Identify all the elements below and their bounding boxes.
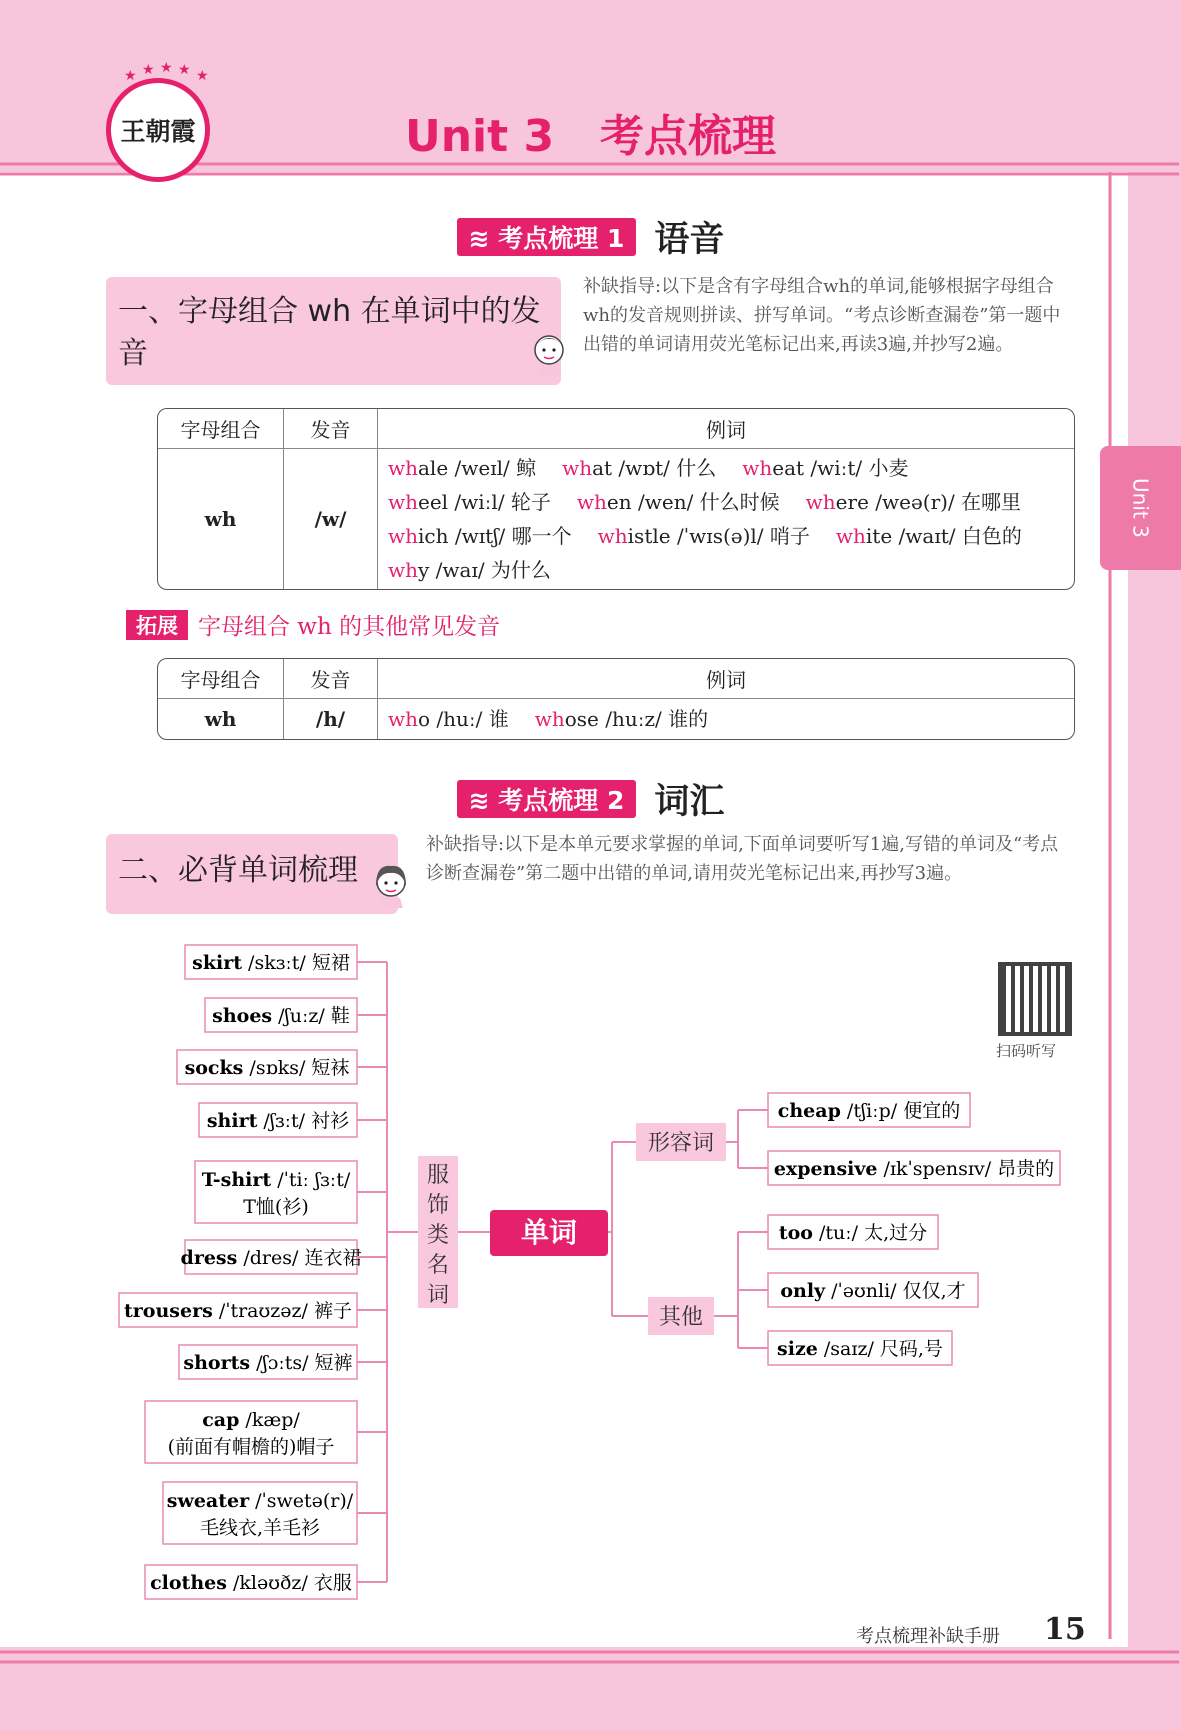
word-rest: o /huː/ 谁 [418, 707, 509, 731]
wh-highlight: wh [388, 456, 418, 480]
extension-title: 字母组合 wh 的其他常见发音 [198, 614, 501, 640]
word-definition-line2: (前面有帽檐的)帽子 [167, 1436, 335, 1458]
word-english: socks [184, 1057, 244, 1079]
topic2-title: 二、必背单词梳理 [118, 853, 358, 888]
word-definition: /tuː/ 太,过分 [812, 1222, 928, 1244]
star-icon: ★ [124, 68, 137, 84]
word-definition: /ˈəʊnli/ 仅仅,才 [825, 1280, 966, 1302]
side-tab-label: Unit 3 [1128, 478, 1153, 538]
section2-title: 词汇 [654, 782, 725, 822]
topic2-box [106, 834, 398, 914]
wh-highlight: wh [805, 490, 836, 514]
word-entry [777, 1338, 943, 1360]
word-definition: /ɪkˈspensɪv/ 昂贵的 [877, 1158, 1055, 1180]
word-entry [207, 1110, 349, 1132]
word-rest: y /waɪ/ 为什么 [418, 558, 551, 582]
word-english: clothes [150, 1572, 227, 1594]
word-definition: /ˈtraʊzəz/ 裤子 [212, 1300, 352, 1322]
word-entry [181, 1247, 362, 1269]
example-word [806, 490, 1021, 514]
word-definition-line2: T恤(衫) [243, 1196, 309, 1218]
wh-highlight: wh [835, 524, 866, 548]
page-number: 15 [1044, 1612, 1086, 1647]
word-entry [192, 952, 350, 974]
clothes-label-char: 词 [426, 1283, 450, 1308]
adj-label: 形容词 [647, 1131, 715, 1156]
word-definition-line2: 毛线衣,羊毛衫 [199, 1517, 321, 1539]
table-header: 字母组合 [158, 409, 284, 449]
letter-combo-cell: wh [158, 449, 284, 589]
example-word [562, 456, 716, 480]
star-icon: ★ [160, 60, 173, 76]
footer-text: 考点梳理补缺手册 [856, 1626, 1000, 1647]
wh-highlight: wh [388, 707, 418, 731]
example-word [598, 524, 810, 548]
wh-highlight: wh [534, 707, 565, 731]
student-face-icon [530, 330, 568, 376]
word-rest: eat /wiːt/ 小麦 [772, 456, 909, 480]
word-definition: /ˈswetə(r)/ [249, 1490, 354, 1512]
example-words-cell [378, 699, 1074, 739]
wh-highlight: wh [388, 490, 418, 514]
wh-highlight: wh [388, 524, 418, 548]
example-word [388, 707, 509, 731]
extension-badge: 拓展 [126, 610, 188, 640]
word-rest: ale /weɪl/ 鲸 [418, 456, 537, 480]
table-header: 例词 [378, 409, 1074, 449]
example-line [388, 451, 1064, 485]
word-english: trousers [124, 1300, 213, 1322]
word-definition: /ʃuːz/ 鞋 [272, 1005, 350, 1027]
wh-highlight: wh [576, 490, 607, 514]
center-node-label: 单词 [520, 1216, 578, 1249]
wh-highlight: wh [562, 456, 593, 480]
word-entry [202, 1169, 351, 1191]
sound-cell: /h/ [284, 699, 378, 739]
word-entry [202, 1409, 300, 1431]
extension-heading [126, 608, 500, 641]
example-word [388, 558, 551, 582]
word-entry [778, 1100, 960, 1122]
word-entry [774, 1158, 1054, 1180]
example-line [388, 553, 1064, 587]
guide1-text: 补缺指导:以下是含有字母组合wh的单词,能够根据字母组合wh的发音规则拼读、拼写单词。“考点诊断查漏卷”第一题中出错的单词请用荧光笔标记出来,再读3遍,并抄写2遍。 [583, 276, 1061, 355]
word-rest: ose /huːz/ 谁的 [564, 707, 709, 731]
word-entry [779, 1222, 927, 1244]
word-definition: /ʃɜːt/ 衬衫 [257, 1110, 350, 1132]
word-definition: /ˈtiː ʃɜːt/ [271, 1169, 351, 1191]
example-word [535, 707, 708, 731]
topic1-title: 一、字母组合 wh 在单词中的发音 [118, 294, 541, 371]
star-icon: ★ [142, 62, 155, 78]
star-icon: ★ [178, 62, 191, 78]
sound-cell: /w/ [284, 449, 378, 589]
word-rest: en /wen/ 什么时候 [606, 490, 780, 514]
word-entry [124, 1300, 352, 1322]
section1-heading [0, 214, 1181, 260]
table-header: 发音 [284, 409, 378, 449]
star-icon: ★ [196, 68, 209, 84]
table-header: 字母组合 [158, 659, 284, 699]
word-rest: ere /weə(r)/ 在哪里 [835, 490, 1022, 514]
wh-highlight: wh [388, 558, 418, 582]
wh-sound-table [157, 408, 1075, 590]
wh-other-sound-table [157, 658, 1075, 740]
word-entry [185, 1057, 350, 1079]
student-girl-icon [372, 862, 410, 908]
word-entry [167, 1490, 354, 1512]
wh-highlight: wh [597, 524, 628, 548]
section2-heading [0, 776, 1181, 822]
word-definition: /kæp/ [239, 1409, 300, 1431]
example-line [388, 519, 1064, 553]
word-english: cap [202, 1409, 240, 1431]
word-english: too [778, 1222, 813, 1244]
example-word [388, 524, 572, 548]
word-definition: /dres/ 连衣裙 [237, 1247, 362, 1269]
word-english: sweater [166, 1490, 250, 1512]
table-header: 发音 [284, 659, 378, 699]
clothes-label-char: 服 [426, 1163, 450, 1188]
word-rest: at /wɒt/ 什么 [592, 456, 717, 480]
word-english: size [777, 1338, 818, 1360]
word-entry [212, 1005, 350, 1027]
example-word [577, 490, 780, 514]
example-words-cell [378, 449, 1074, 589]
word-entry [780, 1280, 965, 1302]
clothes-label-char: 饰 [426, 1193, 450, 1218]
table-header: 例词 [378, 659, 1074, 699]
section1-title: 语音 [654, 220, 725, 260]
word-definition: /kləʊðz/ 衣服 [226, 1572, 352, 1594]
word-english: shoes [212, 1005, 273, 1027]
word-rest: ite /waɪt/ 白色的 [865, 524, 1022, 548]
topic1-box [106, 277, 561, 385]
section2-badge: ≋ 考点梳理 2 [457, 780, 637, 818]
word-definition: /tʃiːp/ 便宜的 [840, 1100, 961, 1122]
word-english: expensive [773, 1158, 878, 1180]
bottom-wavy-border [0, 1640, 1181, 1680]
word-english: shirt [206, 1110, 258, 1132]
word-rest: istle /ˈwɪs(ə)l/ 哨子 [627, 524, 810, 548]
example-word [388, 456, 536, 480]
word-entry [150, 1572, 352, 1594]
clothes-label-char: 类 [426, 1223, 450, 1248]
word-english: T-shirt [201, 1169, 272, 1191]
example-word [836, 524, 1022, 548]
logo-text: 王朝霞 [120, 117, 196, 146]
qr-label: 扫码听写 [996, 1042, 1057, 1060]
other-label: 其他 [658, 1305, 704, 1330]
word-english: dress [180, 1247, 238, 1269]
word-english: shorts [183, 1352, 251, 1374]
word-definition: /sɒks/ 短袜 [243, 1057, 350, 1079]
word-english: cheap [777, 1100, 841, 1122]
word-rest: eel /wiːl/ 轮子 [418, 490, 551, 514]
word-definition: /saɪz/ 尺码,号 [817, 1338, 943, 1360]
word-english: only [780, 1280, 826, 1302]
unit-side-tab[interactable] [1100, 446, 1181, 570]
page-title: Unit 3 考点梳理 [404, 111, 777, 162]
right-wavy-border [1100, 172, 1130, 1647]
example-word [388, 490, 551, 514]
clothes-label-char: 名 [426, 1253, 450, 1278]
letter-combo-cell: wh [158, 699, 284, 739]
word-definition: /ʃɔːts/ 短裤 [250, 1352, 353, 1374]
vocabulary-mindmap [0, 930, 1100, 1600]
word-entry [183, 1352, 352, 1374]
word-rest: ich /wɪtʃ/ 哪一个 [418, 524, 572, 548]
example-word [742, 456, 908, 480]
wh-highlight: wh [742, 456, 773, 480]
section1-badge: ≋ 考点梳理 1 [457, 218, 637, 256]
guide2-text: 补缺指导:以下是本单元要求掌握的单词,下面单词要听写1遍,写错的单词及“考点诊断查漏卷”第二题中出错的单词,请用荧光笔标记出来,再抄写3遍。 [426, 834, 1059, 884]
example-line [388, 485, 1064, 519]
word-definition: /skɜːt/ 短裙 [242, 952, 350, 974]
word-english: skirt [192, 952, 243, 974]
